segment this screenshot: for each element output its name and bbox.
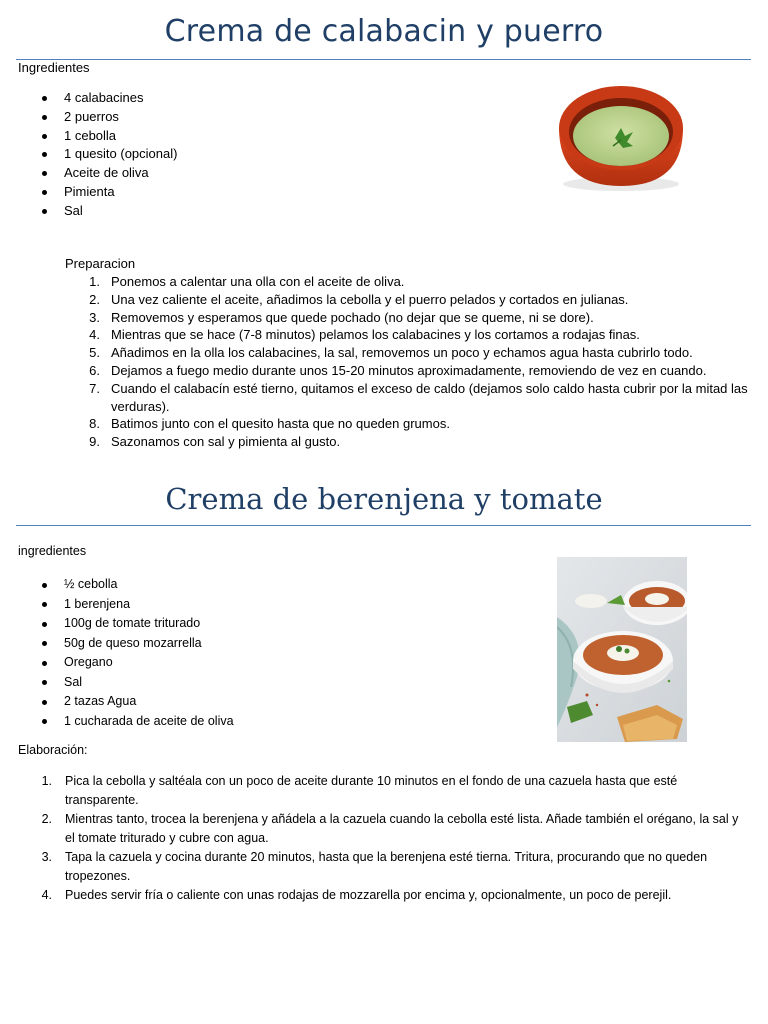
list-item <box>0 291 768 309</box>
recipe2-ingredient-list <box>18 575 234 731</box>
step-text: Una vez caliente el aceite, añadimos la cebolla y el puerro pelados y cortados en julianas. <box>111 291 629 307</box>
step-text: Pica la cebolla y saltéala con un poco de aceite durante 10 minutos en el fondo de una cazuela hasta que esté transparente. <box>65 774 678 807</box>
list-item <box>0 415 768 433</box>
list-item <box>0 433 768 451</box>
step-number: 6. <box>89 362 100 378</box>
list-item <box>0 273 768 291</box>
tomato-soup-bowls-photo <box>557 557 687 742</box>
step-number: 1. <box>89 274 100 289</box>
list-item <box>0 362 768 380</box>
list-item: 1 cebolla <box>18 127 177 146</box>
step-text: Tapa la cazuela y cocina durante 20 minutos, hasta que la berenjena esté tierna. Tritura, procurando que no queden tropezones. <box>65 850 708 883</box>
list-item <box>0 380 768 416</box>
step-number: 2. <box>89 291 100 307</box>
list-item: Pimienta <box>18 183 177 202</box>
list-item <box>0 810 768 848</box>
recipe1-steps <box>0 273 768 451</box>
step-text: Mientras que se hace (7-8 minutos) pelamos los calabacines y los cortamos a rodajas finas. <box>111 327 640 343</box>
recipe1-ingredients-label: Ingredientes <box>18 60 90 75</box>
list-item: 1 cucharada de aceite de oliva <box>18 712 234 732</box>
list-item: ½ cebolla <box>18 575 234 595</box>
step-text: Sazonamos con sal y pimienta al gusto. <box>111 434 341 450</box>
step-text: Batimos junto con el quesito hasta que no queden grumos. <box>111 416 450 432</box>
step-text: Dejamos a fuego medio durante unos 15-20 minutos aproximadamente, removiendo de vez en cuando. <box>111 362 707 378</box>
list-item <box>0 309 768 327</box>
recipe2-title: Crema de berenjena y tomate <box>165 482 603 516</box>
list-item: 4 calabacines <box>18 89 177 108</box>
step-number: 1. <box>41 774 52 788</box>
step-text: Removemos y esperamos que quede pochado (no dejar que se queme, ni se dore). <box>111 309 594 325</box>
list-item: 100g de tomate triturado <box>18 614 234 634</box>
recipe2-steps <box>0 772 768 905</box>
step-text: Mientras tanto, trocea la berenjena y añádela a la cazuela cuando la cebolla esté lista. Añade también el orégano, la sal y el tomate triturado y cubre con agua. <box>65 812 739 845</box>
step-text: Puedes servir fría o caliente con unas rodajas de mozzarella por encima y, opcionalmente, un poco de perejil. <box>65 888 672 902</box>
step-number: 9. <box>89 434 100 450</box>
list-item <box>0 344 768 362</box>
list-item: Oregano <box>18 653 234 673</box>
title-rule <box>16 59 751 60</box>
step-number: 4. <box>41 888 52 902</box>
step-text: Cuando el calabacín esté tierno, quitamos el exceso de caldo (dejamos solo caldo hasta cubrir por la mitad las verduras). <box>111 380 748 414</box>
recipe1-preparation-label: Preparacion <box>65 256 136 271</box>
green-soup-bowl-photo <box>537 70 687 195</box>
recipe1-title: Crema de calabacin y puerro <box>164 14 604 49</box>
list-item: Sal <box>18 202 177 221</box>
recipe2-elaboration-label: Elaboración: <box>18 743 88 757</box>
list-item: Sal <box>18 673 234 693</box>
list-item <box>0 772 768 810</box>
list-item <box>0 326 768 344</box>
list-item: 1 berenjena <box>18 595 234 615</box>
list-item <box>0 886 768 905</box>
recipe2-ingredients-label: ingredientes <box>18 544 87 558</box>
title-rule <box>16 525 751 526</box>
list-item: 2 puerros <box>18 108 177 127</box>
step-number: 5. <box>89 345 100 361</box>
list-item: 2 tazas Agua <box>18 692 234 712</box>
recipe1-ingredient-list <box>18 89 177 221</box>
step-number: 3. <box>41 850 52 864</box>
list-item: 1 quesito (opcional) <box>18 145 177 164</box>
step-text: Añadimos en la olla los calabacines, la sal, removemos un poco y echamos agua hasta cubrirlo todo. <box>111 345 693 361</box>
step-number: 4. <box>89 327 100 343</box>
step-text: Ponemos a calentar una olla con el aceite de oliva. <box>111 274 405 289</box>
step-number: 3. <box>89 309 100 325</box>
step-number: 7. <box>89 380 100 396</box>
list-item: Aceite de oliva <box>18 164 177 183</box>
list-item <box>0 848 768 886</box>
list-item: 50g de queso mozarrella <box>18 634 234 654</box>
step-number: 8. <box>89 416 100 432</box>
step-number: 2. <box>41 812 52 826</box>
